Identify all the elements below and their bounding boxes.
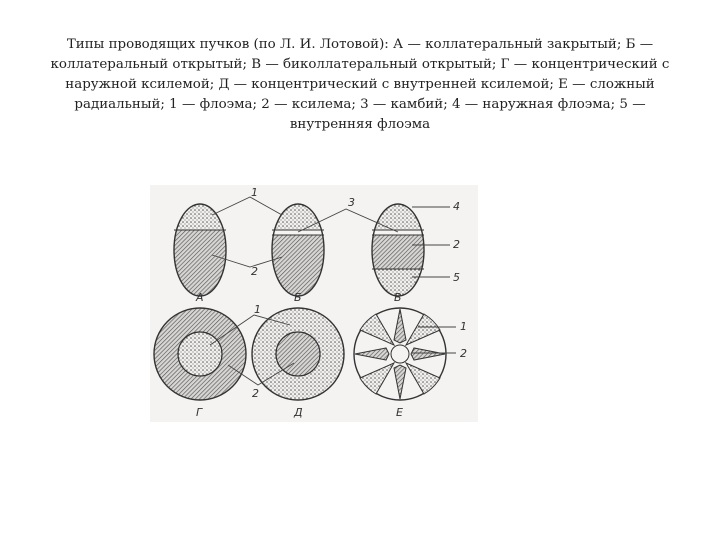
label-4-outer-phloem: 4 <box>453 200 460 213</box>
label-2-mid: 2 <box>252 387 259 400</box>
label-5-inner-phloem: 5 <box>453 271 460 284</box>
letter-g: Г <box>196 406 203 419</box>
bundle-d <box>252 308 344 400</box>
bundle-v <box>368 200 428 299</box>
bundle-g <box>154 308 246 400</box>
bundle-types-figure <box>150 185 478 422</box>
label-1-right: 1 <box>460 320 467 333</box>
letter-a: А <box>196 291 204 304</box>
label-3-cambium: 3 <box>348 196 355 209</box>
figure-caption: Типы проводящих пучков (по Л. И. Лотовой): А — коллатеральный закрытый; Б — коллатеральный открытый; В — биколлатеральный открытый; Г — концентрический с наружной ксилемой; Д — концентрический с внутренней ксилемой; Е — сложный радиальный; 1 — флоэма; 2 — ксилема; 3 — камбий; 4 — наружная флоэма; 5 — внутренняя флоэма <box>50 37 670 132</box>
label-2-top: 2 <box>251 265 258 278</box>
label-2-right-b: 2 <box>460 347 467 360</box>
bundle-b <box>268 200 328 300</box>
label-2-xylem-right: 2 <box>453 238 460 251</box>
bundle-e <box>354 308 446 400</box>
letter-e: Е <box>396 406 403 419</box>
letter-d: Д <box>294 406 303 419</box>
label-1-top: 1 <box>251 186 258 199</box>
letter-b: Б <box>294 291 302 304</box>
bundle-a <box>170 200 230 300</box>
label-1-mid: 1 <box>254 303 261 316</box>
letter-v: В <box>394 291 402 304</box>
